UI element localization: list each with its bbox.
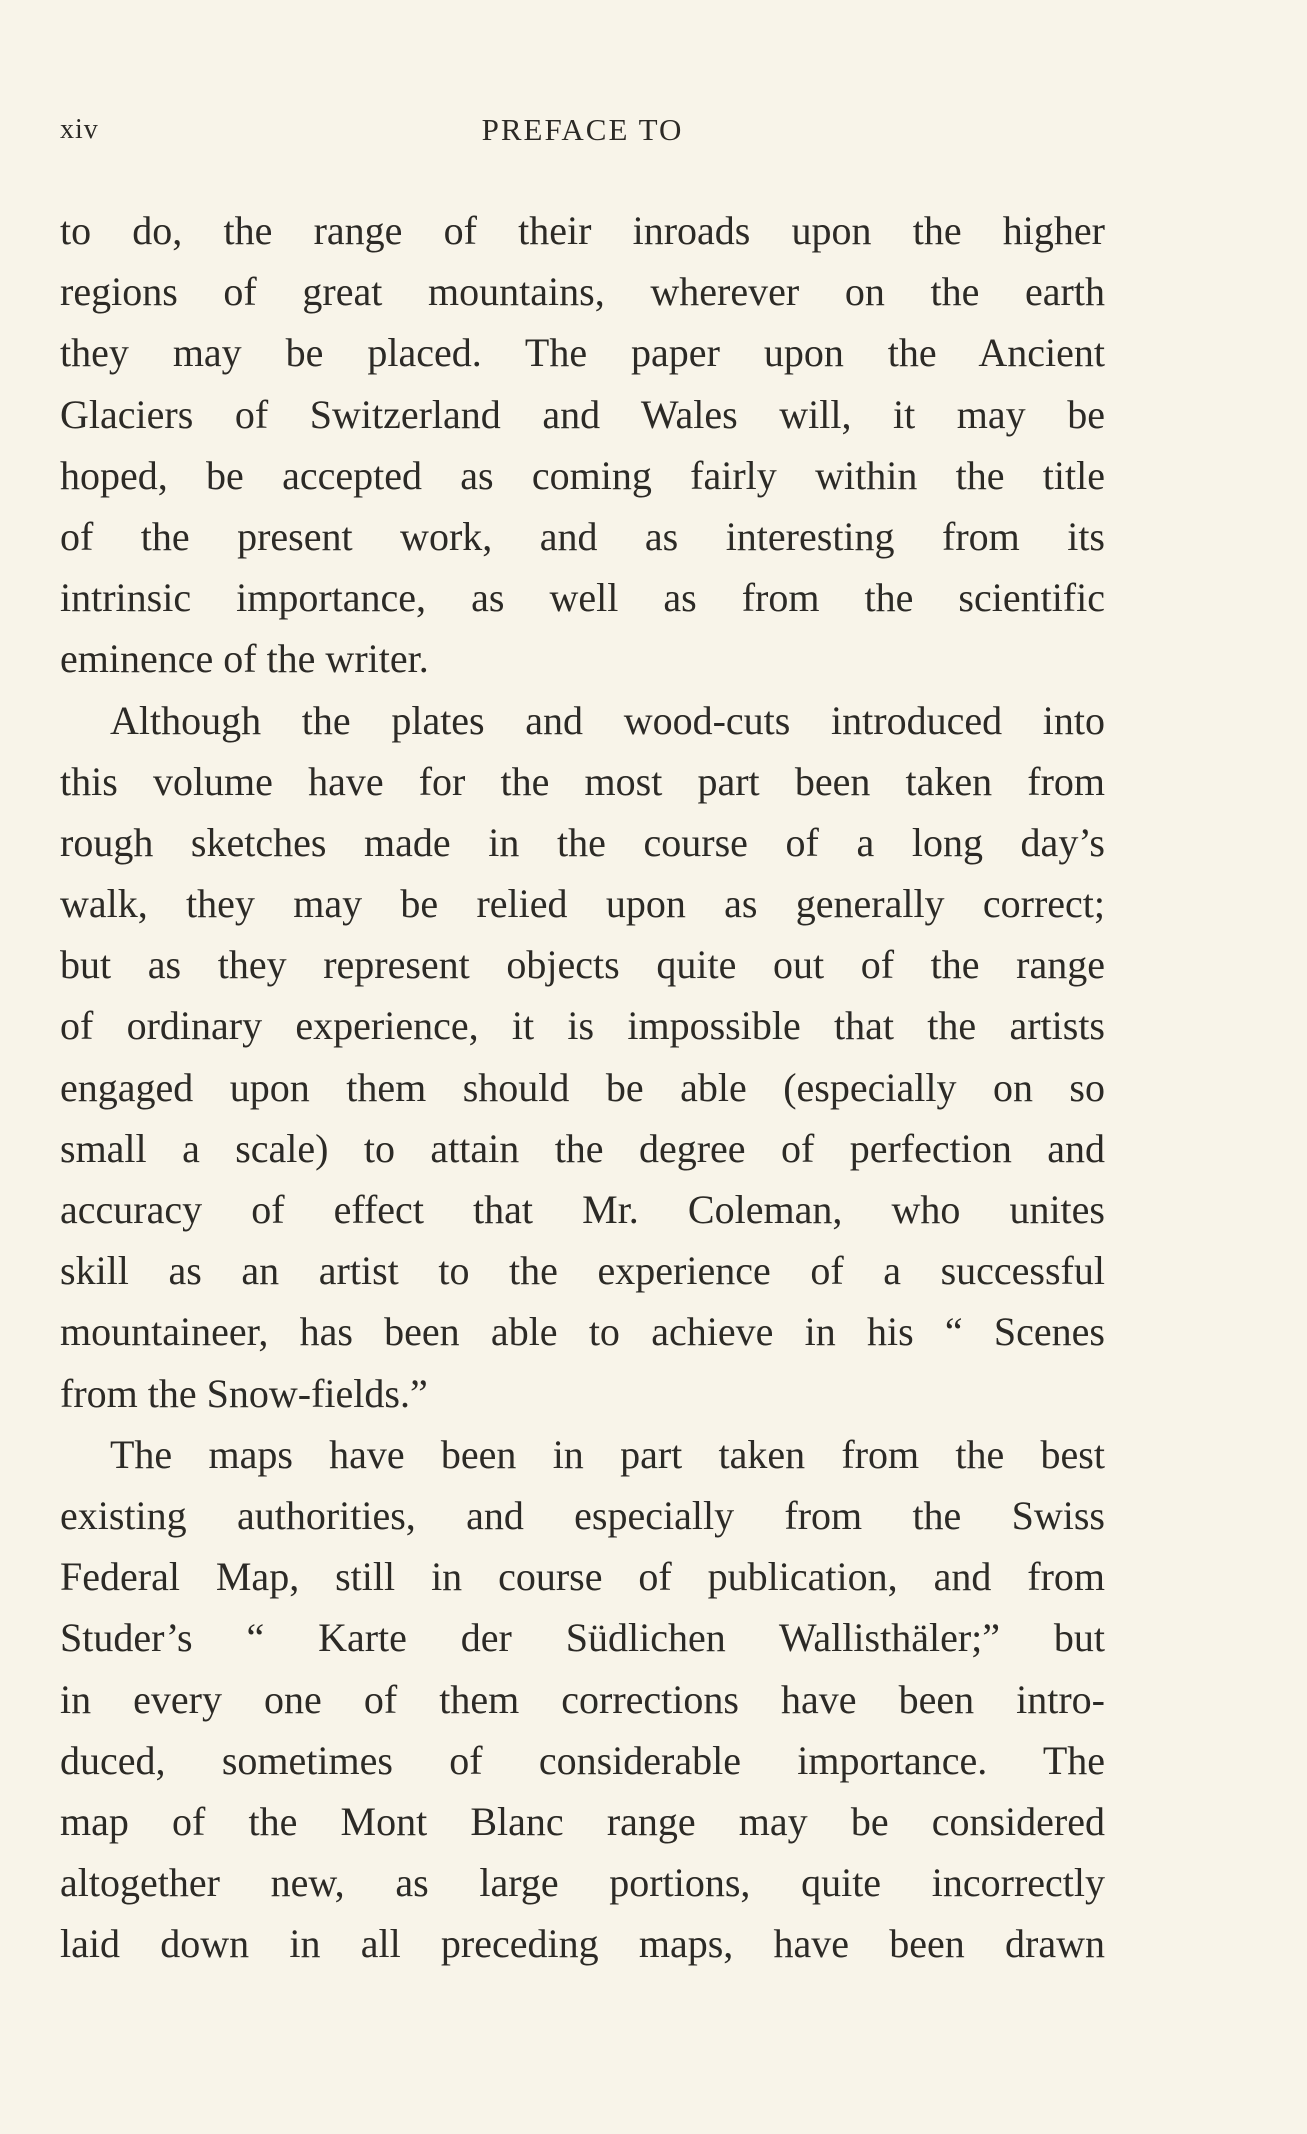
text-line: duced, sometimes of considerable importance. The — [60, 1737, 1105, 1783]
text-line: existing authorities, and especially from the Swiss — [60, 1492, 1105, 1538]
text-line: but as they represent objects quite out of the range — [60, 942, 1105, 988]
text-line: rough sketches made in the course of a long day’s — [60, 819, 1105, 865]
text-line: of the present work, and as interesting from its — [60, 513, 1105, 559]
paragraph — [60, 690, 1105, 1424]
text-line: skill as an artist to the experience of a successful — [60, 1248, 1105, 1294]
text-line: from the Snow-fields.” — [60, 1370, 428, 1416]
paragraph — [60, 1424, 1105, 1975]
text-line: Glaciers of Switzerland and Wales will, it may be — [60, 391, 1105, 437]
text-line: altogether new, as large portions, quite incorrectly — [60, 1860, 1105, 1906]
text-line: mountaineer, has been able to achieve in his “ Scenes — [60, 1309, 1105, 1355]
text-line: hoped, be accepted as coming fairly within the title — [60, 452, 1105, 498]
text-line: small a scale) to attain the degree of perfection and — [60, 1125, 1105, 1171]
text-line: Studer’s “ Karte der Südlichen Wallisthäler;” but — [60, 1615, 1105, 1661]
text-line: eminence of the writer. — [60, 636, 429, 682]
text-line: regions of great mountains, wherever on the earth — [60, 269, 1105, 315]
running-title: PREFACE TO — [481, 112, 684, 147]
text-line: laid down in all preceding maps, have been drawn — [60, 1921, 1105, 1967]
paragraph — [60, 200, 1105, 690]
text-line: walk, they may be relied upon as generally correct; — [60, 881, 1105, 927]
text-line: this volume have for the most part been taken from — [60, 758, 1105, 804]
text-line: engaged upon them should be able (especially on so — [60, 1064, 1105, 1110]
text-line: of ordinary experience, it is impossible that the artists — [60, 1003, 1105, 1049]
text-line: Federal Map, still in course of publication, and from — [60, 1554, 1105, 1600]
text-line: intrinsic importance, as well as from the scientific — [60, 575, 1105, 621]
text-line: in every one of them corrections have been intro- — [60, 1676, 1105, 1722]
body-text — [60, 200, 1105, 1974]
text-line: to do, the range of their inroads upon the higher — [60, 208, 1105, 253]
text-line: map of the Mont Blanc range may be considered — [60, 1798, 1105, 1844]
page-number: xiv — [60, 114, 99, 145]
text-line: accuracy of effect that Mr. Coleman, who unites — [60, 1187, 1105, 1232]
text-line: Although the plates and wood-cuts introduced into — [110, 697, 1105, 743]
text-line: they may be placed. The paper upon the Ancient — [60, 330, 1105, 376]
text-line: The maps have been in part taken from the best — [110, 1431, 1105, 1477]
page-header — [60, 108, 1105, 152]
